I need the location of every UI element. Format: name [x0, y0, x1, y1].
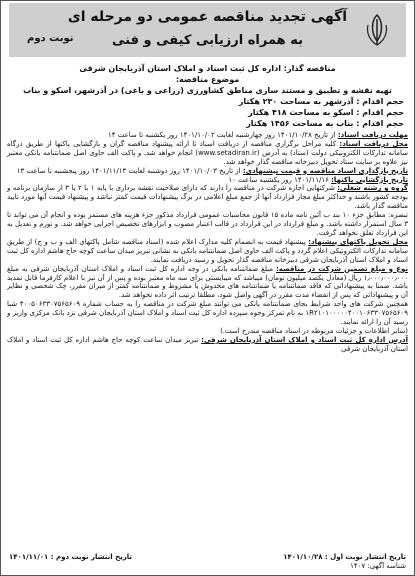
- section: (سایر اطلاعات و جزئیات مربوطه در اسناد مناقصه مندرج است.): [220, 326, 408, 335]
- section: همچنین شرکت های واجد شرایط بجای ضمانتنامه بانکی می توانند مبلغ شرکت در مناقصه را به حساب شماره ۴۰۰۵۰۶۳۳۰۷۵۶۵۶۰۹ شبا ۱R۲۱۰۱۰۰۰۰۰۴۰۰۱۰۶۳۳۰۷۵۶۵۶۰۹ به نام تمرکز وجوه سپرده اداره کل ثبت اسناد و املاک استان آذربایجان شرقی نزد بانک مرکزی واریز و رسید آن را ارائه نمایند.: [7, 300, 409, 327]
- subject-line: تهیه نقشه و تطبیق و مستند سازی مناطق کشاورزی (زراعی و باغی) در آذرشهر، اسکو و بناب: [23, 86, 392, 95]
- section: گروه و رشته شغلی: شرکتهایی اجازه شرکت در مناقصه را دارند که دارای صلاحیت نقشه برداری با پایه ۱ یا ۲ یا ۳ از سازمان برنامه و بودجه کشور باشند و حداکثر مبلغ مجاز قرارداد آنها از جمع مبلغ اعلامی در برگ پیشنهادات قیمت کمتر نباشد و پیشنهاد قیمت آنها مورد تایید مناقصه گذار باشد.: [7, 184, 408, 211]
- round-badge: نوبت دوم: [27, 33, 74, 44]
- section: محل دریافت اسناد: کلیه مراحل برگزاری مناقصه از دریافت اسناد تا ارائه پیشنهاد مناقصه گران و بازگشایی پاکتها از طریق درگاه سامانه تدارکات الکترونیکی دولت (ستاد) به آدرس (www.setadiran.ir) انجام خواهد شد. و پاکت الف حاوی اصل ضمانتنامه بانکی معتبر نیز علاوه بر سایت ستاد تحویل دبیرخانه مناقصه گذار خواهد شد.: [7, 139, 408, 166]
- title-banner: [9, 3, 406, 57]
- section: تاریخ بازگشایی پاکتها: ۱۴۰۱/۱۱/۱۶ روز یکشنبه ساعت ۱۰: [228, 175, 408, 184]
- notice-body: [7, 131, 408, 354]
- lot-item: حجم اقدام : بناب به مساحت ۱۴۵۶ هکتار: [246, 119, 404, 128]
- intro-block: [11, 63, 404, 129]
- second-publication-date: تاریخ انتشار نوبت دوم : ۱۴۰۱/۱۱/۰۱: [9, 553, 133, 561]
- section: تاریخ بازگذاری اسناد مناقصه و قیمت پیشنهادی: از تاریخ ۱۴۰۱/۱۰/۰۳ روز دوشنبه لغایت ۱۴۰۱/۱۱/۱۳ روز پنجشنبه تا ساعت ۱۳: [16, 166, 408, 175]
- section: نوع و مبلغ تضمین شرکت در مناقصه: مبلغ ضمانتنامه بانکی در وجه اداره کل ثبت اسناد و املاک استان آذربایجان شرقی به مبلغ ۱٫۰۰۰٫۰۰۰٫۰۰۰ ریال (معادل یکصد میلیون تومان) میباشد که میبایستی برای سه ماه معتبر بوده و پس از آن نیز با اعلام کارفرما قابل تمدید باشد. ضمنا به پیشنهاداتی که فاقد ضمانتنامه یا ضمانتنامه های مخدوش یا مشروط و ضمانتنامه کمتر از میزان مقرر، چک شخصی و نظایر آن و پیشنهاداتی که پس از انقضاء مدت مقرر در آگهی واصل شود، مطلقا ترتیب اثر داده نخواهد شد.: [7, 264, 408, 300]
- lot-item: حجم اقدام : آذرشهر به مساحت ۲۳۰ هکتار: [238, 97, 404, 106]
- notice-code: شناسه آگهی: ۱۴۰۷: [350, 562, 406, 570]
- section: محل تحویل پاکتهای پیشنهاد: پیشنهاد قیمت به انضمام کلیه مدارک اعلام شده (اسناد مناقصه شامل پاکتهای الف و ب و ج) از طریق سامانه تدارکات الکترونیکی اعلام گردد و پاکت الف حاوی اصل ضمانتنامه بانکی به نشانی تبریز میدان ساعت کوچه حاج هاشم اداره کل ثبت اسناد و املاک استان آذربایجان شرقی دبیرخانه مناقصه گذار تحویل و رسید دریافت نمایند.: [6, 237, 408, 264]
- section: مهلت دریافت اسناد: از تاریخ ۱۴۰۱/۱۰/۲۸ روز چهارشنبه لغایت ۱۴۰۱/۱۰/۰۲ روز یکشنبه تا ساعت ۱۴: [107, 131, 408, 139]
- section: تبصره: مطابق جزء ۱۰ بند ب آئین نامه ماده ۱۵ قانون محاسبات عمومی قرارداد مذکور جزء هزینه های مستمر بوده و انجام آن می تواند تا ۳ سال استمرار داشته باشد. و مبلغ قرارداد در این قرارداد در قالب اعتبار مصوب و ابزارهای تخصیص اجرایی خواهد شد. و تورم و تعدیل به این قرارداد تعلق نخواهد گرفت.: [7, 211, 408, 237]
- section: آدرس اداره کل ثبت اسناد و املاک استان آذربایجان شرقی: تبریز میدان ساعت کوچه حاج هاشم اداره کل ثبت اسناد و املاک استان آذربایجان شرقی: [7, 335, 408, 353]
- lot-item: حجم اقدام : اسکو به مساحت ۴۱۸ هکتار: [248, 108, 404, 117]
- footer: [9, 553, 406, 571]
- subject-label: موضوع مناقصه:: [175, 75, 240, 84]
- first-publication-date: تاریخ انتشار نوبت اول : ۱۴۰۱/۱۰/۲۸: [283, 553, 406, 561]
- organizer-line: مناقصه گذار: اداره کل ثبت اسناد و املاک استان آذربایجان شرقی: [79, 64, 336, 73]
- notice-title: آگهی تجدید مناقصه عمومی دو مرحله ای: [67, 9, 348, 25]
- notice-subtitle: به همراه ارزیابی کیفی و فنی: [112, 33, 303, 48]
